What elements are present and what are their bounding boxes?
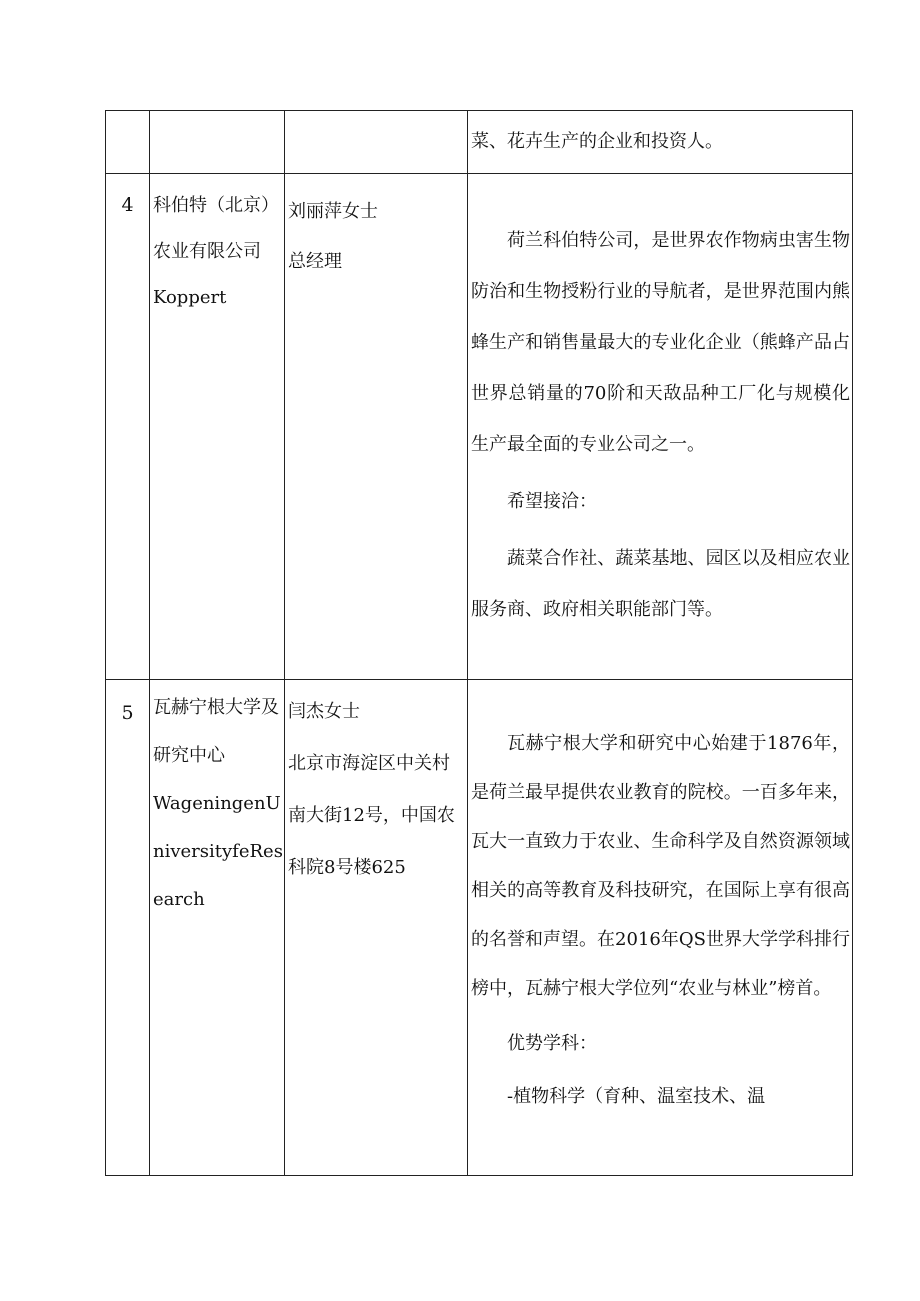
contact-name: 闫杰女士: [288, 701, 360, 722]
contact-cell: [285, 680, 468, 1176]
row-number: 4: [121, 194, 134, 216]
contact-name: 刘丽萍女士: [288, 201, 378, 222]
description-cell: [468, 174, 853, 680]
description-cell: [468, 111, 853, 174]
org-name-cn: 科伯特（北京）农业有限公司: [153, 195, 279, 262]
org-name-en: WageningenUniversityfeResearch: [153, 793, 283, 910]
row-number-cell: [106, 174, 150, 680]
table-row: [106, 174, 853, 680]
table-row: [106, 680, 853, 1176]
description-paragraph: 优势学科：: [507, 1033, 597, 1054]
contact-address: 北京市海淀区中关村南大街12号，中国农科院8号楼625: [288, 753, 455, 878]
row-number-cell: [106, 680, 150, 1176]
org-name-cell: [150, 680, 285, 1176]
table-row: [106, 111, 853, 174]
organization-table: [105, 110, 853, 1176]
org-name-cell: [150, 174, 285, 680]
description-paragraph: 蔬菜合作社、蔬菜基地、园区以及相应农业服务商、政府相关职能部门等。: [471, 548, 850, 620]
contact-cell: [285, 174, 468, 680]
description-paragraph: -植物科学（育种、温室技术、温: [507, 1086, 766, 1107]
contact-cell: [285, 111, 468, 174]
description-cell: [468, 680, 853, 1176]
description-paragraph: 瓦赫宁根大学和研究中心始建于1876年，是荷兰最早提供农业教育的院校。一百多年来，瓦大一直致力于农业、生命科学及自然资源领域相关的高等教育及科技研究，在国际上享有很高的名誉和声望。在2016年QS世界大学学科排行榜中，瓦赫宁根大学位列“农业与林业”榜首。: [471, 733, 850, 999]
description-paragraph: 希望接洽：: [507, 491, 597, 512]
row-number-cell: [106, 111, 150, 174]
org-name-cn: 瓦赫宁根大学及研究中心: [153, 697, 279, 766]
org-name-cell: [150, 111, 285, 174]
row-number: 5: [121, 702, 134, 724]
description-paragraph: 菜、花卉生产的企业和投资人。: [471, 131, 723, 152]
contact-title: 总经理: [288, 251, 342, 272]
description-paragraph: 荷兰科伯特公司，是世界农作物病虫害生物防治和生物授粉行业的导航者，是世界范围内熊蜂生产和销售量最大的专业化企业（熊蜂产品占世界总销量的70阶和天敌品种工厂化与规模化生产最全面的专业公司之一。: [471, 230, 850, 455]
org-name-en: Koppert: [153, 287, 227, 308]
